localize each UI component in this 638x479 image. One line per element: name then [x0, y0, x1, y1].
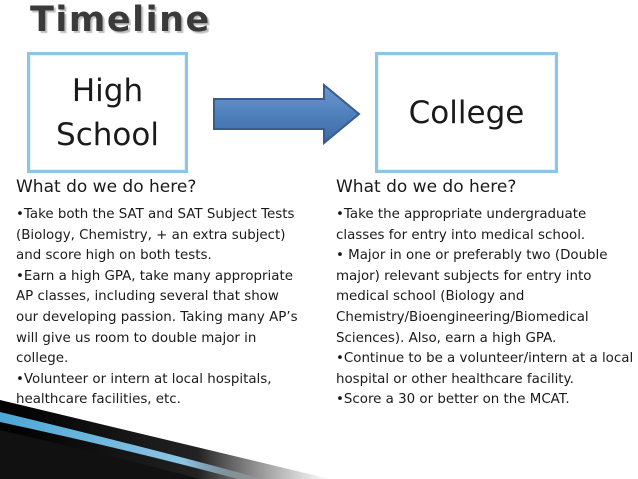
page-title: Timeline	[30, 0, 211, 40]
college-heading: What do we do here?	[336, 177, 517, 197]
bullet-item: •Score a 30 or better on the MCAT.	[336, 392, 570, 408]
high-school-heading: What do we do here?	[16, 177, 197, 197]
bullet-item: •Take the appropriate undergraduate classes for entry into medical school.	[336, 207, 587, 243]
high-school-box-label: High School	[56, 72, 159, 153]
bullet-item: • Major in one or preferably two (Double major) relevant subjects for entry into medical school (Biology and Chemistry/Bioengineering/Biomedical Sciences). Also, earn a high GPA.	[336, 248, 608, 346]
bullet-item: •Volunteer or intern at local hospitals, healthcare facilities, etc.	[16, 371, 272, 408]
bullet-item: •Take both the SAT and SAT Subject Tests (Biology, Chemistry, + an extra subject) and score high on both tests.	[16, 207, 295, 264]
bullet-item: •Continue to be a volunteer/intern at a local hospital or other healthcare facility.	[336, 351, 634, 387]
bullet-item: •Earn a high GPA, take many appropriate AP classes, including several that show our developing passion. Taking many AP’s will give us room to double major in college.	[16, 268, 298, 367]
college-box-label: College	[408, 94, 525, 131]
